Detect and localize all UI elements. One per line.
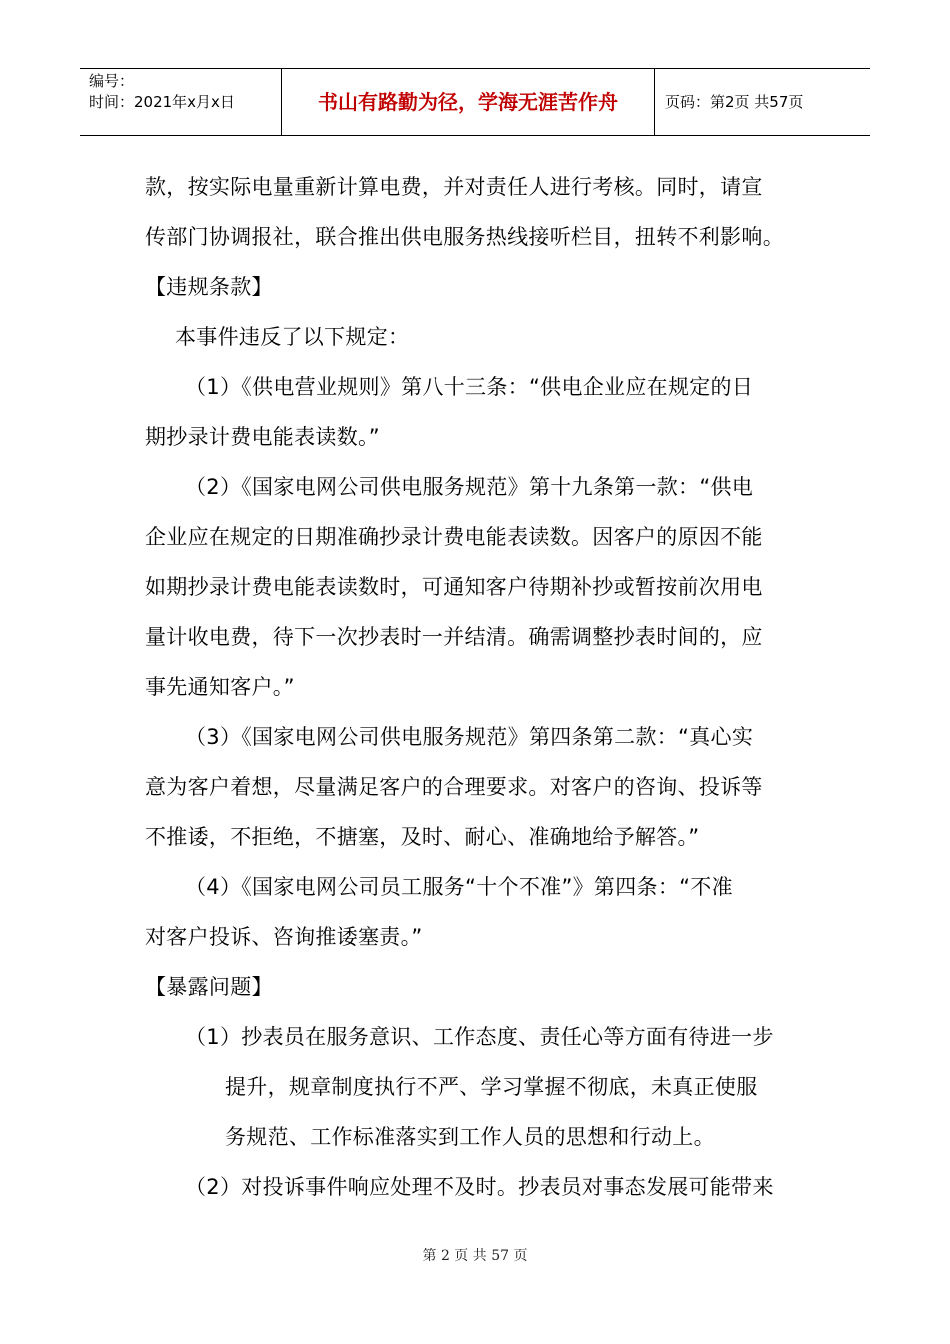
header-page-info: 页码：第2页 共57页 (665, 93, 804, 111)
paragraph-line: 如期抄录计费电能表读数时，可通知客户待期补抄或暂按前次用电 (145, 575, 763, 599)
header-motto: 书山有路勤为径，学海无涯苦作舟 (282, 69, 655, 135)
number-label: 编号： (89, 72, 135, 90)
paragraph-line: 务规范、工作标准落实到工作人员的思想和行动上。 (225, 1125, 715, 1149)
section-heading-issues: 【暴露问题】 (145, 975, 273, 999)
issue-item-1: （1）抄表员在服务意识、工作态度、责任心等方面有待进一步 (185, 1025, 774, 1049)
date-label: 时间：2021年x月x日 (89, 93, 235, 111)
header-meta (80, 69, 282, 135)
section-heading-violations: 【违规条款】 (145, 275, 273, 299)
paragraph-line: 对客户投诉、咨询推诿塞责。” (145, 925, 423, 949)
paragraph-line: 事先通知客户。” (145, 675, 295, 699)
clause-item-3: （3）《国家电网公司供电服务规范》第四条第二款：“真心实 (185, 725, 754, 749)
clause-item-2: （2）《国家电网公司供电服务规范》第十九条第一款：“供电 (185, 475, 754, 499)
document-header (80, 68, 870, 136)
paragraph-line: 提升，规章制度执行不严、学习掌握不彻底，未真正使服 (225, 1075, 758, 1099)
paragraph-line: 款，按实际电量重新计算电费，并对责任人进行考核。同时，请宣 (145, 175, 763, 199)
page-footer: 第 2 页 共 57 页 (422, 1248, 528, 1264)
paragraph-line: 不推诿，不拒绝，不搪塞，及时、耐心、准确地给予解答。” (145, 825, 700, 849)
paragraph-line: 传部门协调报社，联合推出供电服务热线接听栏目，扭转不利影响。 (145, 225, 784, 249)
clause-item-4: （4）《国家电网公司员工服务“十个不准”》第四条：“不准 (185, 875, 733, 899)
paragraph-line: 量计收电费，待下一次抄表时一并结清。确需调整抄表时间的，应 (145, 625, 763, 649)
paragraph-line: 期抄录计费电能表读数。” (145, 425, 380, 449)
paragraph-line: 企业应在规定的日期准确抄录计费电能表读数。因客户的原因不能 (145, 525, 763, 549)
document-body (145, 162, 810, 1212)
paragraph-line: 本事件违反了以下规定： (175, 325, 410, 349)
paragraph-line: 意为客户着想，尽量满足客户的合理要求。对客户的咨询、投诉等 (145, 775, 763, 799)
issue-item-2: （2）对投诉事件响应处理不及时。抄表员对事态发展可能带来 (185, 1175, 774, 1199)
clause-item-1: （1）《供电营业规则》第八十三条：“供电企业应在规定的日 (185, 375, 754, 399)
